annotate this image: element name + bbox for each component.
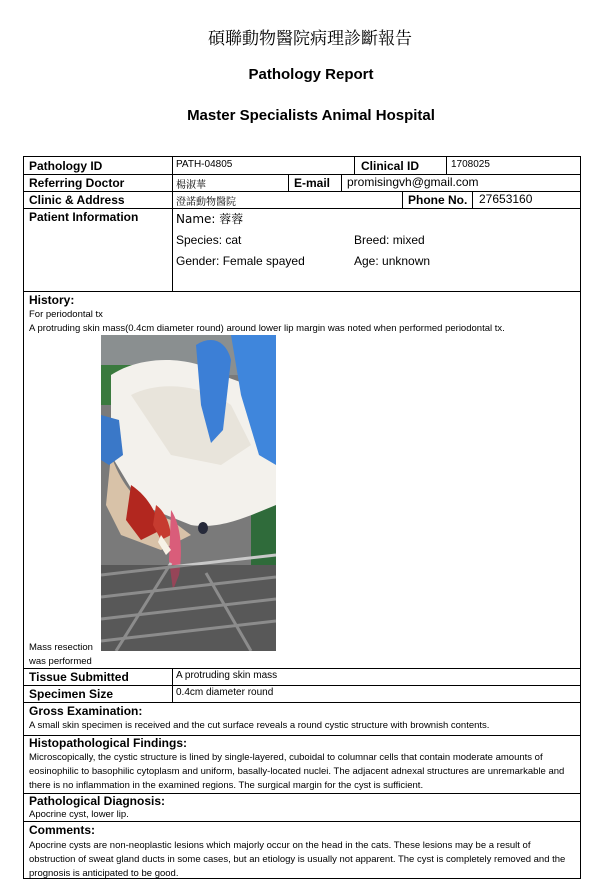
- patient-gender: Gender: Female spayed: [176, 254, 305, 268]
- specimen-size-label: Specimen Size: [29, 687, 114, 701]
- row-divider: [24, 821, 580, 822]
- column-divider: [172, 157, 173, 291]
- referring-doctor-value: 楊淑華: [176, 180, 206, 191]
- hospital-name: Master Specialists Animal Hospital: [187, 107, 435, 124]
- column-divider: [172, 668, 173, 702]
- gross-examination-label: Gross Examination:: [29, 704, 143, 718]
- tissue-submitted-value: A protruding skin mass: [176, 670, 278, 681]
- histopathological-findings-label: Histopathological Findings:: [29, 736, 187, 750]
- column-divider: [446, 157, 447, 174]
- history-line-2: A protruding skin mass(0.4cm diameter round) around lower lip margin was noted when performed periodontal tx.: [29, 323, 505, 334]
- row-divider: [24, 174, 580, 175]
- column-divider: [354, 157, 355, 174]
- row-divider: [24, 702, 580, 703]
- report-form: [23, 156, 581, 879]
- pathology-id-value: PATH-04805: [176, 159, 233, 170]
- email-value[interactable]: promisingvh@gmail.com: [347, 175, 479, 189]
- referring-doctor-label: Referring Doctor: [29, 176, 125, 190]
- histopathological-findings-text: Microscopically, the cystic structure is lined by single-layered, cuboidal to columnar cells that contain moderate amounts of eosinophilic to basophilic cytoplasm and uniform, basally-located nuclei. The adjacent adnexal structures are unremarkable and there is no inflammation in the examined regions. The surgical margin for the cyst is sufficient.: [29, 752, 565, 791]
- photo-caption-line-2: was performed: [29, 656, 92, 667]
- history-label: History:: [29, 293, 75, 307]
- photo-caption-line-1: Mass resection: [29, 642, 93, 653]
- row-divider: [24, 668, 580, 669]
- clinic-address-label: Clinic & Address: [29, 193, 125, 207]
- report-title: Pathology Report: [248, 66, 374, 83]
- column-divider: [288, 174, 289, 191]
- history-line-1: For periodontal tx: [29, 309, 103, 320]
- patient-age: Age: unknown: [354, 254, 431, 268]
- patient-breed: Breed: mixed: [354, 233, 425, 247]
- row-divider: [24, 208, 580, 209]
- clinical-id-value: 1708025: [451, 159, 490, 170]
- clinical-id-label: Clinical ID: [361, 159, 420, 173]
- patient-name: Name: 蓉蓉: [176, 212, 244, 226]
- row-divider: [24, 291, 580, 292]
- pathological-diagnosis-label: Pathological Diagnosis:: [29, 794, 166, 808]
- patient-info-label: Patient Information: [29, 210, 139, 224]
- phone-label: Phone No.: [408, 193, 468, 207]
- phone-value: 27653160: [479, 192, 533, 206]
- pathology-id-label: Pathology ID: [29, 159, 103, 173]
- row-divider: [24, 685, 580, 686]
- column-divider: [472, 191, 473, 208]
- comments-text: Apocrine cysts are non-neoplastic lesions which majorly occur on the head in the cats. These lesions may be a result of obstruction of sweat gland ducts in some cases, but an etiology is usually not apparent. The cyst is completely removed and the prognosis is anticipated to be good.: [29, 840, 566, 879]
- gross-examination-text: A small skin specimen is received and the cut surface reveals a round cystic structure with brownish contents.: [29, 720, 490, 731]
- report-title-chinese: 碩聯動物醫院病理診斷報告: [208, 29, 412, 49]
- patient-species: Species: cat: [176, 233, 242, 247]
- tissue-submitted-label: Tissue Submitted: [29, 670, 129, 684]
- comments-label: Comments:: [29, 823, 96, 837]
- pathological-diagnosis-text: Apocrine cyst, lower lip.: [29, 809, 129, 820]
- specimen-size-value: 0.4cm diameter round: [176, 687, 274, 698]
- clinic-address-value: 澄諾動物醫院: [176, 197, 236, 208]
- column-divider: [402, 191, 403, 208]
- column-divider: [341, 174, 342, 191]
- clinical-photo: [101, 335, 276, 651]
- email-label: E-mail: [294, 176, 331, 190]
